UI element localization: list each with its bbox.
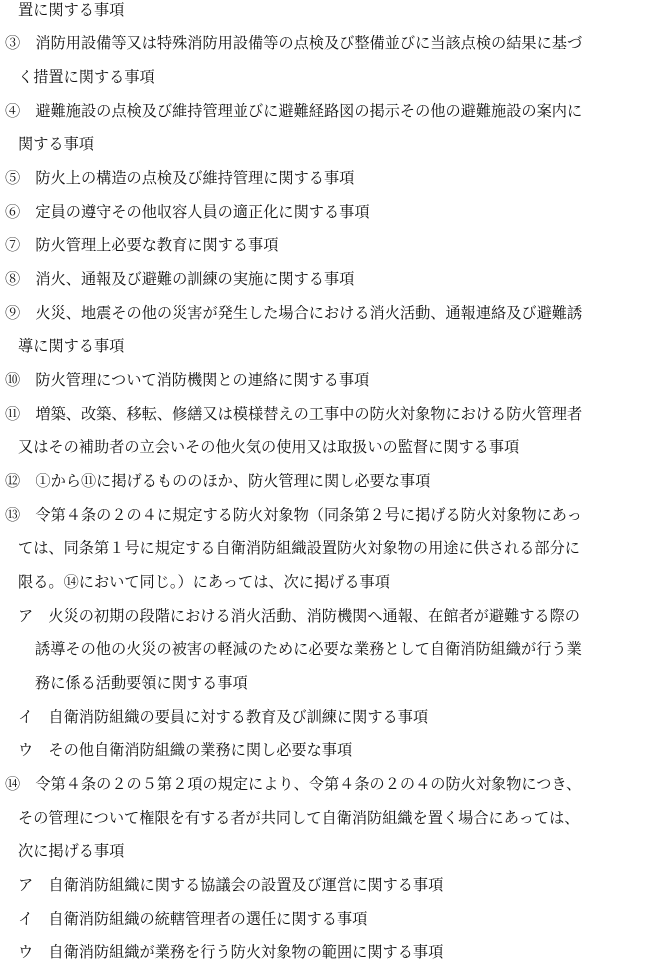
text-line: ウ その他自衛消防組織の業務に関し必要な事項 [18, 741, 353, 759]
text-line: 置に関する事項 [18, 1, 125, 19]
text-line: ⑩ 防火管理について消防機関との連絡に関する事項 [5, 371, 370, 389]
text-line: ⑤ 防火上の構造の点検及び維持管理に関する事項 [5, 169, 355, 187]
text-line: 誘導その他の火災の被害の軽減のために必要な業務として自衛消防組織が行う業 [35, 640, 582, 658]
text-line: イ 自衛消防組織の統轄管理者の選任に関する事項 [18, 910, 368, 928]
text-line: ては、同条第１号に規定する自衛消防組織設置防火対象物の用途に供される部分に [18, 539, 580, 557]
text-line: ③ 消防用設備等又は特殊消防用設備等の点検及び整備並びに当該点検の結果に基づ [5, 34, 583, 52]
text-line: ⑭ 令第４条の２の５第２項の規定により、令第４条の２の４の防火対象物につき、 [5, 775, 582, 793]
text-line: ア 火災の初期の段階における消火活動、消防機関へ通報、在館者が避難する際の [18, 607, 580, 625]
text-line: ⑦ 防火管理上必要な教育に関する事項 [5, 236, 279, 254]
text-line: ④ 避難施設の点検及び維持管理並びに避難経路図の掲示その他の避難施設の案内に [5, 102, 583, 120]
text-line: ⑫ ①から⑪に掲げるもののほか、防火管理に関し必要な事項 [5, 472, 431, 490]
text-line: 関する事項 [18, 135, 94, 153]
text-line: ⑬ 令第４条の２の４に規定する防火対象物（同条第２号に掲げる防火対象物にあっ [5, 506, 582, 524]
text-line: 導に関する事項 [18, 337, 125, 355]
text-line: 次に掲げる事項 [18, 842, 125, 860]
text-line: 限る。⑭において同じ。）にあっては、次に掲げる事項 [18, 573, 390, 591]
text-line: イ 自衛消防組織の要員に対する教育及び訓練に関する事項 [18, 708, 429, 726]
text-line: ⑥ 定員の遵守その他収容人員の適正化に関する事項 [5, 203, 370, 221]
text-line: ア 自衛消防組織に関する協議会の設置及び運営に関する事項 [18, 876, 444, 894]
text-line: ⑨ 火災、地震その他の災害が発生した場合における消火活動、通報連絡及び避難誘 [5, 304, 583, 322]
text-line: く措置に関する事項 [18, 68, 155, 86]
text-line: その管理について権限を有する者が共同して自衛消防組織を置く場合にあっては、 [18, 809, 580, 827]
text-line: 務に係る活動要領に関する事項 [35, 674, 248, 692]
text-line: ⑪ 増築、改築、移転、修繕又は模様替えの工事中の防火対象物における防火管理者 [5, 405, 583, 423]
text-line: ウ 自衛消防組織が業務を行う防火対象物の範囲に関する事項 [18, 943, 444, 961]
text-line: ⑧ 消火、通報及び避難の訓練の実施に関する事項 [5, 270, 355, 288]
text-line: 又はその補助者の立会いその他火気の使用又は取扱いの監督に関する事項 [18, 438, 520, 456]
